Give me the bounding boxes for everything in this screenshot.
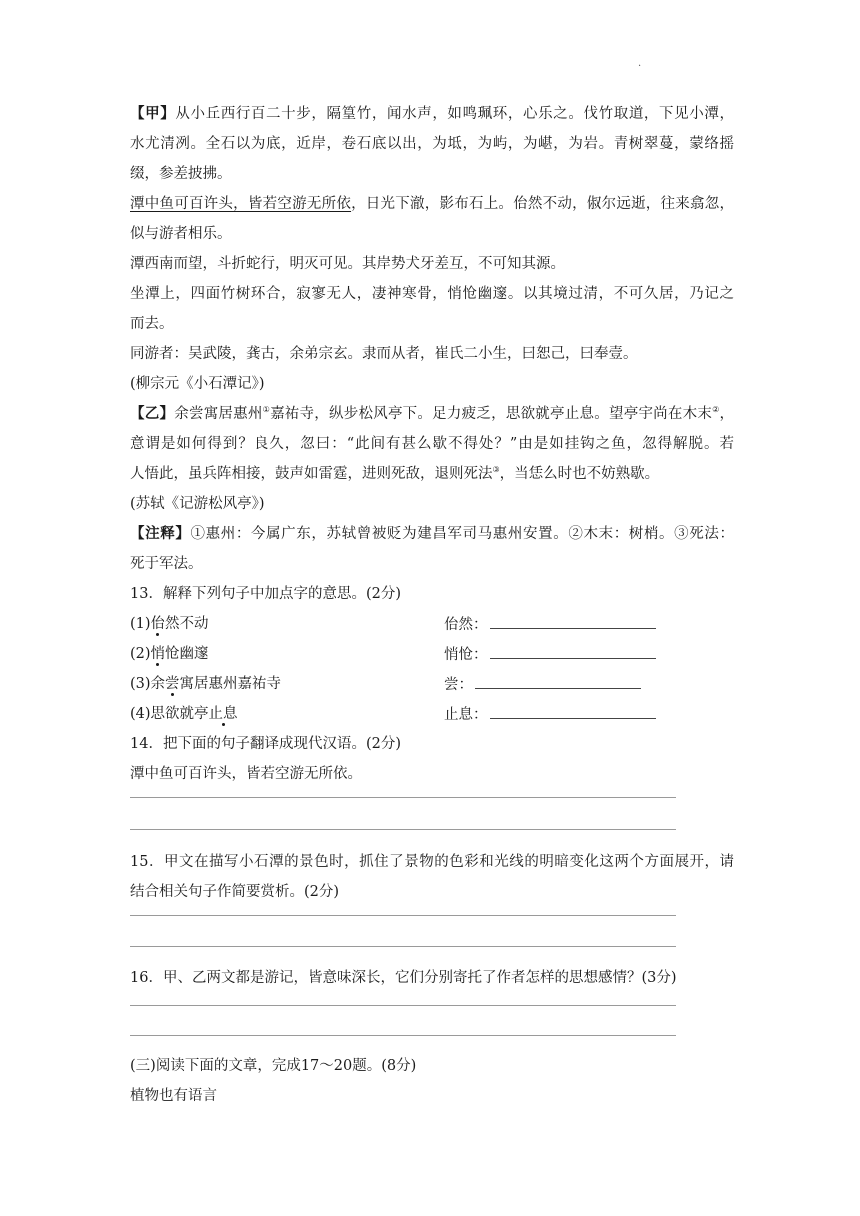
yi-tag: 【乙】 bbox=[130, 405, 175, 422]
notes-line-2: 死于军法。 bbox=[130, 556, 203, 572]
emphasis-char: 悄 bbox=[150, 646, 166, 662]
answer-line-14b[interactable] bbox=[130, 829, 676, 830]
footnote-1: ① bbox=[262, 405, 271, 415]
question-14-sentence: 潭中鱼可百许头，皆若空游无所依。 bbox=[130, 766, 362, 782]
question-15-line-2: 结合相关句子作简要赏析。(2分) bbox=[130, 884, 340, 900]
page-dot: . bbox=[638, 58, 642, 69]
question-16-stem: 16．甲、乙两文都是游记，皆意味深长，它们分别寄托了作者怎样的思想感情？(3分) bbox=[130, 970, 677, 986]
answer-line-16b[interactable] bbox=[130, 1035, 676, 1036]
jia-paragraph-2-line-2: 似与游者相乐。 bbox=[130, 226, 232, 242]
question-13-stem: 13．解释下列句子中加点字的意思。(2分) bbox=[130, 586, 401, 602]
q13-answer-2: 悄怆： bbox=[444, 644, 656, 665]
q13-answer-1: 佁然： bbox=[444, 614, 656, 635]
q13-answer-4: 止息： bbox=[444, 704, 656, 725]
jia-tag: 【甲】 bbox=[130, 105, 176, 122]
jia-paragraph-1-line-1: 【甲】从小丘西行百二十步，隔篁竹，闻水声，如鸣珮环，心乐之。伐竹取道，下见小潭， bbox=[130, 105, 735, 122]
yi-source: (苏轼《记游松风亭》) bbox=[130, 496, 265, 512]
notes-tag: 【注释】 bbox=[130, 525, 191, 542]
answer-blank-4[interactable] bbox=[490, 704, 656, 719]
q13-item-3: (3)余尝寓居惠州嘉祐寺 bbox=[130, 676, 282, 692]
jia-paragraph-2-line-1: 潭中鱼可百许头，皆若空游无所依，日光下澈，影布石上。佁然不动，俶尔远逝，往来翕忽， bbox=[130, 196, 734, 212]
footnote-2: ② bbox=[712, 405, 720, 415]
underlined-sentence: 潭中鱼可百许头，皆若空游无所依 bbox=[130, 196, 352, 212]
answer-blank-3[interactable] bbox=[475, 674, 641, 689]
q13-answer-3: 尝： bbox=[444, 674, 641, 695]
question-15-line-1: 15．甲文在描写小石潭的景色时，抓住了景物的色彩和光线的明暗变化这两个方面展开，请 bbox=[130, 854, 734, 870]
answer-line-14a[interactable] bbox=[130, 797, 676, 798]
jia-paragraph-4-line-2: 而去。 bbox=[130, 316, 174, 332]
jia-paragraph-1-line-2: 水尤清冽。全石以为底，近岸，卷石底以出，为坻，为屿，为嵁，为岩。青树翠蔓，蒙络摇 bbox=[130, 136, 734, 152]
jia-paragraph-1-line-3: 缀，参差披拂。 bbox=[130, 166, 232, 182]
jia-paragraph-3: 潭西南而望，斗折蛇行，明灭可见。其岸势犬牙差互，不可知其源。 bbox=[130, 256, 565, 272]
emphasis-chars: 止息 bbox=[208, 706, 238, 722]
q13-item-2: (2)悄怆幽邃 bbox=[130, 646, 209, 662]
q13-item-1: (1)佁然不动 bbox=[130, 616, 209, 632]
answer-line-16a[interactable] bbox=[130, 1005, 676, 1006]
answer-line-15a[interactable] bbox=[130, 915, 676, 916]
footnote-3: ③ bbox=[492, 465, 500, 475]
notes-line-1: 【注释】①惠州：今属广东，苏轼曾被贬为建昌军司马惠州安置。②木末：树梢。③死法： bbox=[130, 525, 735, 542]
article-title: 植物也有语言 bbox=[130, 1088, 217, 1104]
jia-source: (柳宗元《小石潭记》) bbox=[130, 376, 265, 392]
yi-line-1: 【乙】余尝寓居惠州①嘉祐寺，纵步松风亭下。足力疲乏，思欲就亭止息。望亭宇尚在木末②， bbox=[130, 405, 735, 422]
section-3-heading: (三)阅读下面的文章，完成17～20题。(8分) bbox=[130, 1058, 417, 1074]
q13-item-4: (4)思欲就亭止息 bbox=[130, 706, 238, 722]
question-14-stem: 14．把下面的句子翻译成现代汉语。(2分) bbox=[130, 736, 401, 752]
yi-line-2: 意谓是如何得到？良久，忽曰：“此间有甚么歇不得处？”由是如挂钩之鱼，忽得解脱。若 bbox=[130, 436, 734, 452]
yi-line-3: 人悟此，虽兵阵相接，鼓声如雷霆，进则死敌，退则死法③，当恁么时也不妨熟歇。 bbox=[130, 465, 660, 482]
answer-blank-1[interactable] bbox=[490, 614, 656, 629]
emphasis-char: 尝 bbox=[165, 676, 180, 692]
jia-paragraph-4-line-1: 坐潭上，四面竹树环合，寂寥无人，凄神寒骨，悄怆幽邃。以其境过清，不可久居，乃记之 bbox=[130, 286, 734, 302]
emphasis-char: 佁 bbox=[150, 616, 166, 632]
answer-blank-2[interactable] bbox=[490, 644, 656, 659]
answer-line-15b[interactable] bbox=[130, 946, 676, 947]
jia-paragraph-5: 同游者：吴武陵，龚古，余弟宗玄。隶而从者，崔氏二小生，曰恕己，曰奉壹。 bbox=[130, 346, 638, 362]
